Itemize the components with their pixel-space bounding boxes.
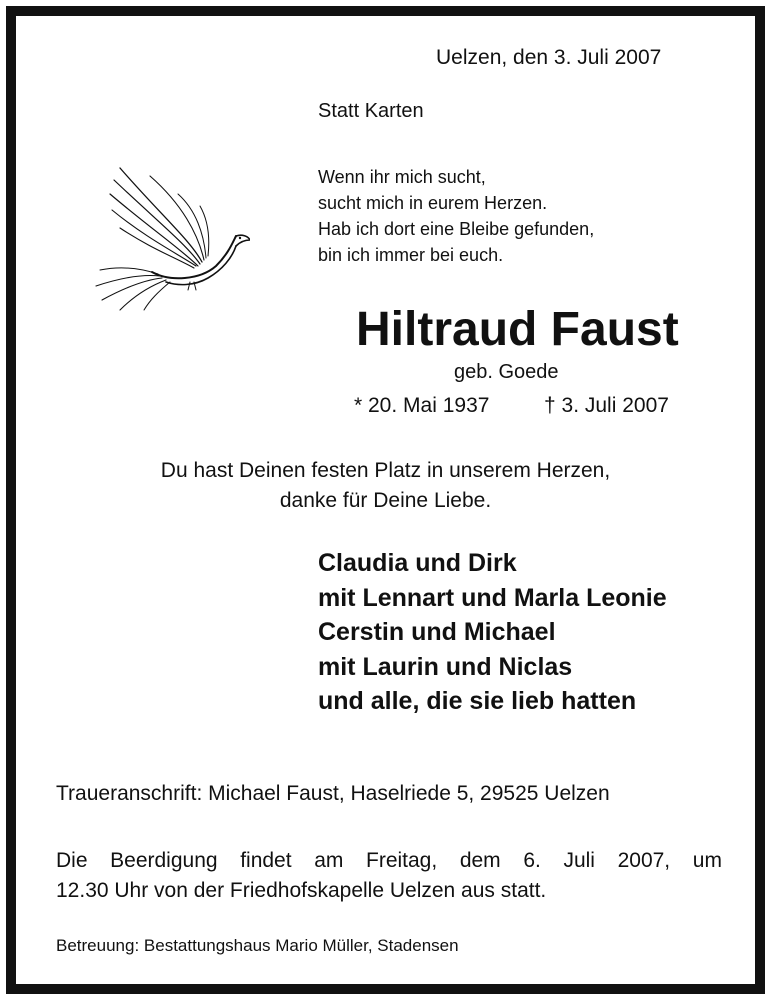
family-line: mit Lennart und Marla Leonie	[318, 583, 667, 612]
funeral-word: findet	[240, 849, 292, 872]
dedication	[16, 456, 755, 516]
funeral-line-2: 12.30 Uhr von der Friedhofskapelle Uelzen aus statt.	[56, 879, 547, 902]
funeral-word: 6.	[523, 849, 541, 872]
funeral-home-credit: Betreuung: Bestattungshaus Mario Müller, Stadensen	[56, 936, 459, 955]
dedication-line: Du hast Deinen festen Platz in unserem Herzen,	[160, 459, 611, 482]
family-line: Claudia und Dirk	[318, 549, 517, 577]
family-line: Cerstin und Michael	[318, 618, 556, 646]
statt-karten-label: Statt Karten	[318, 100, 424, 122]
funeral-word: Freitag,	[366, 849, 438, 872]
poem-line: sucht mich in eurem Herzen.	[318, 193, 548, 213]
birth-date: * 20. Mai 1937	[354, 394, 490, 417]
place-date: Uelzen, den 3. Juli 2007	[436, 46, 662, 69]
funeral-word: dem	[459, 849, 501, 872]
mourning-address: Traueranschrift: Michael Faust, Haselriede 5, 29525 Uelzen	[56, 782, 610, 805]
funeral-word: um	[692, 849, 722, 872]
poem-line: Wenn ihr mich sucht,	[318, 167, 486, 187]
funeral-word: Juli	[563, 849, 595, 872]
poem-line: bin ich immer bei euch.	[318, 245, 504, 265]
death-date: † 3. Juli 2007	[544, 394, 669, 417]
obituary-frame	[6, 6, 765, 994]
deceased-name: Hiltraud Faust	[356, 303, 679, 356]
funeral-word: Die	[56, 849, 88, 872]
dedication-line: danke für Deine Liebe.	[279, 489, 492, 512]
funeral-word: am	[314, 849, 344, 872]
funeral-word: Beerdigung	[110, 849, 218, 872]
family-line: und alle, die sie lieb hatten	[318, 687, 637, 715]
family-line: mit Laurin und Niclas	[318, 652, 573, 681]
poem-line: Hab ich dort eine Bleibe gefunden,	[318, 219, 595, 239]
family-list	[318, 546, 667, 719]
dove-icon	[90, 154, 250, 314]
funeral-line-1	[56, 846, 722, 876]
deceased-name-block	[356, 302, 679, 357]
funeral-notice	[56, 846, 722, 906]
poem	[318, 164, 594, 268]
birth-name: geb. Goede	[454, 361, 559, 383]
funeral-word: 2007,	[617, 849, 671, 872]
